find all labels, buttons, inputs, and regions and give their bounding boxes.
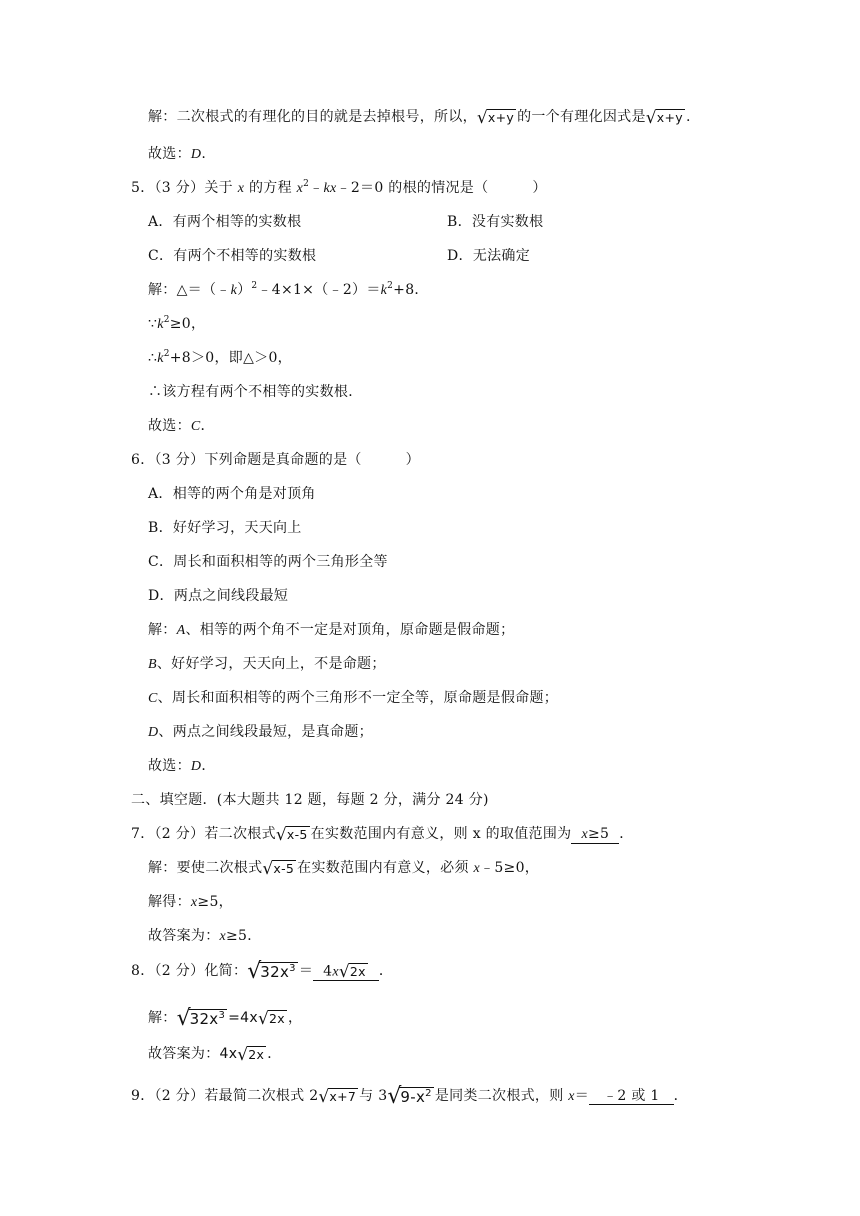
- q5-answer: 故选：C．: [148, 418, 215, 434]
- q6-option-d: D．两点之间线段最短: [148, 588, 289, 604]
- question-9: 9．（2 分）若最简二次根式 2 √ x+7 与 3 √ $9-x^2$ 是同类二次根式，则 x＝ ﹣2 或 1 ．: [131, 1083, 688, 1109]
- radical-xy-2: √ x+y: [645, 107, 683, 128]
- q5-solution-3: $\therefore k^2+8>0$，即△＞0，: [148, 349, 292, 366]
- q5-solution-1: 解：$\triangle=(﹣k)^2﹣4\times 1\times(﹣2)=k^2+8$．: [148, 281, 429, 298]
- fill-blank-answer: 4x √ 2x: [313, 963, 379, 982]
- q6-solution-1: 解：A、相等的两个角不一定是对顶角，原命题是假命题；: [148, 622, 515, 638]
- q6-option-b: B．好好学习，天天向上: [148, 520, 302, 536]
- q6-solution-3: C、周长和面积相等的两个三角形不一定全等，原命题是假命题；: [148, 690, 559, 706]
- question-5: 5．（3 分）关于 x 的方程 $x^2﹣kx﹣2=0$ 的根的情况是（ ）: [131, 179, 547, 196]
- q6-option-a: A．相等的两个角是对顶角: [148, 486, 316, 502]
- solution-line-q4-1: [148, 106, 691, 128]
- radical: √ x-5: [275, 824, 308, 845]
- radical: √ 2x: [257, 1008, 285, 1029]
- q5-option-a: A．有两个相等的实数根: [148, 214, 302, 230]
- q6-solution-2: B、好好学习，天天向上，不是命题；: [148, 656, 386, 672]
- text: 解：二次根式的有理化的目的就是去掉根号，所以，: [148, 109, 477, 125]
- q7-answer: 故答案为：x≥5．: [148, 928, 262, 944]
- q7-solution-2: 解得：x≥5，: [148, 894, 233, 910]
- fill-blank-answer: ﹣2 或 1: [589, 1088, 674, 1105]
- radical: √ 2x: [338, 961, 366, 982]
- section-heading: 二、填空题．(本大题共 12 题，每题 2 分，满分 24 分): [131, 792, 489, 808]
- q5-option-d: D．无法确定: [447, 248, 531, 264]
- question-7: 7．（2 分）若二次根式 √ x-5 在实数范围内有意义，则 x 的取值范围为 x≥5 ．: [131, 824, 634, 845]
- q5-option-c: C．有两个不相等的实数根: [148, 248, 317, 264]
- radical-xy: √ x+y: [476, 107, 515, 128]
- radical: √ 2x: [237, 1044, 265, 1065]
- radical: √ $9-x^2$: [387, 1083, 432, 1109]
- fill-blank-answer: x≥5: [571, 826, 619, 844]
- text: .: [685, 109, 691, 125]
- radical: √ $32x^3$: [176, 1005, 226, 1031]
- radical: √ x-5: [262, 858, 295, 879]
- q5-solution-4: ∴该方程有两个不相等的实数根．: [148, 384, 363, 400]
- q6-option-c: C．周长和面积相等的两个三角形全等: [148, 554, 388, 570]
- question-8: 8．（2 分）化简： √ $32x^3 = 4x$ √ 2x ．: [131, 958, 394, 984]
- q6-solution-4: D、两点之间线段最短，是真命题；: [148, 724, 373, 740]
- text: 的一个有理化因式是: [517, 109, 646, 125]
- radical: √ $32x^3$: [247, 958, 296, 984]
- q8-answer: 故答案为：4x √ 2x ．: [148, 1044, 282, 1065]
- question-6: 6．（3 分）下列命题是真命题的是（ ）: [131, 452, 420, 468]
- q6-answer: 故选：D．: [148, 758, 216, 774]
- q5-option-b: B．没有实数根: [447, 214, 544, 230]
- answer-line-q4: 故选：D.: [148, 146, 207, 162]
- q8-solution-1: 解： √ $32x^3 =4x$ √ 2x ，: [148, 1005, 303, 1031]
- radical: √ x+7: [318, 1086, 357, 1107]
- q5-solution-2: $\because k^2\ge 0$，: [148, 315, 206, 332]
- q7-solution-1: 解：要使二次根式 √ x-5 在实数范围内有意义，必须 x﹣5≥0，: [148, 858, 540, 879]
